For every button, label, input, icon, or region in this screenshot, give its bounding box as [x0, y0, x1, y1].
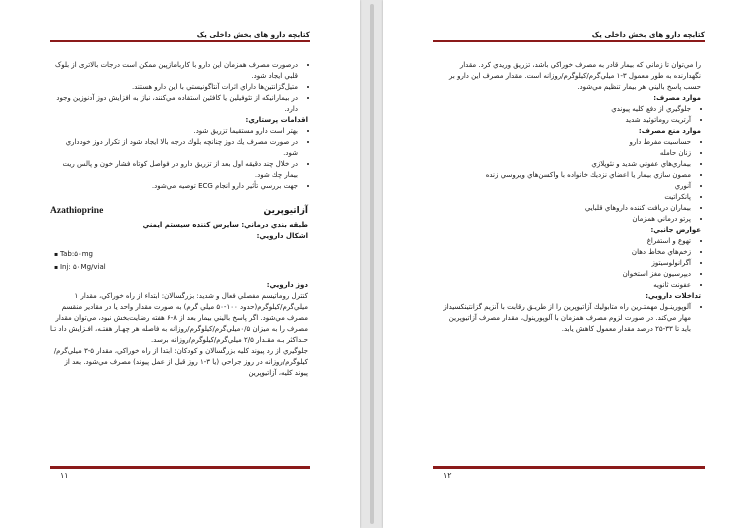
nursing-list: [50, 126, 308, 192]
list-item: • پرتو درماني همزمان: [441, 214, 691, 225]
page-body: [50, 60, 308, 379]
interactions-list: [441, 302, 701, 335]
header-rule: [433, 40, 705, 42]
list-item: • عفونت ثانويه: [441, 280, 691, 291]
list-item: • زنان حامله: [441, 148, 691, 159]
list-item: • آگرانولوسيتوز: [441, 258, 691, 269]
list-item: • بهتر است دارو مستقيما تزريق شود.: [50, 126, 298, 137]
list-item: • بيماري‌هاي عفوني شديد و نئوپلازي: [441, 159, 691, 170]
forms-list: [54, 248, 308, 274]
transplant-paragraph: جلوگيري از رد پيوند كليه بزرگسالان و كودكان: ابتدا از راه خوراكي، مقدار ۵-۳ ميلي‌گرم/كيلوگرم/روزانه در روز جراحي (يا ۳-۱ روز قبل از عمل پيوند) مصرف مي‌شود. بعد از پيوند كليه، آزاتيوپرين: [53, 347, 308, 377]
list-item: • پانكراتيت: [441, 192, 691, 203]
interactions-heading: تداخلات دارويي:: [645, 292, 701, 300]
nursing-heading: اقدامات پرستاري:: [245, 116, 308, 124]
drug-name-english: Azathioprine: [50, 206, 104, 216]
intro-paragraph: را مي‌توان تا زماني كه بيمار قادر به مصرف خوراكي باشد، تزريق وريدي كرد. مقدار نگهدارنده به طور معمول ۳-۱ ميلي‌گرم/كيلوگرم/روزانه است. مقدار مصرف اين دارو بر حسب پاسخ باليني هر بيمار تنظيم مي‌شود.: [449, 61, 701, 91]
list-item: • مصون سازي بيمار يا اعضاي نزديك خانواده با واكسن‌هاي ويروسي زنده: [441, 170, 691, 181]
drug-name-persian: آزاتيوپرين: [263, 206, 308, 216]
list-item: • آلوپورينـول مهمتـرين راه متابوليك آزاتيوپرين را از طريـق رقابت با آنزيم گزانتينكسيداز مهار مي‌كند. در صورت لزوم مصرف همزمان با آلوپورينول، مقدار مصرف آزاتيوپرين بايد تا ۳۳-۲۵ درصد مقدار معمول كاهش يابد.: [441, 302, 691, 335]
header-rule: [50, 40, 310, 42]
footer-rule: [50, 466, 310, 469]
uses-list: [441, 104, 701, 126]
list-item: • ديپرسيون مغز استخوان: [441, 269, 691, 280]
uses-heading: موارد مصرف:: [653, 94, 701, 102]
scrollbar[interactable]: [370, 4, 374, 524]
drug-title-row: [50, 206, 308, 220]
footer-rule: [433, 466, 705, 469]
contraindications-heading: موارد منع مصرف:: [638, 127, 701, 135]
list-item: • بيماران دريافت كننده داروهاي قلبايي: [441, 203, 691, 214]
list-item: • در صورت مصرف يك دوز چنانچه بلوك درجه بالا ايجاد شود از تكرار دوز خودداري شود.: [50, 137, 298, 159]
dosage-paragraph: كنترل روماتيسم مفصلي فعال و شديد: بزرگسالان: ابتداء از راه خوراكي، مقدار ۱ ميلي‌گرم/كيلوگرم(حدود ۱۰۰-۵۰ ميلي گرم) به صورت مقدار واحد يا در مقادير منقسم مصرف مي‌شود. اگر پاسخ باليني بيمار بعد از ۸-۶ هفته رضايت‌بخش نبود، مي‌توان مقدار مصرف را به ميزان ۰/۵ميلي‌گرم/كيلوگرم/روزانه به فاصله هر چهـار هفتـه، افـزايش داد تـا حـداكثر بـه مقـدار ۲/۵ ميلي‌گرم/كيلوگرم/روزانه برسد.: [50, 292, 308, 344]
list-item: • درصورت مصرف همزمان این دارو با کاربامازپین ممکن است درجات بالاتری از بلوک قلبي ايجاد شود.: [50, 60, 298, 82]
list-item: • آرتريت روماتوئيد شديد: [441, 115, 691, 126]
list-item: • زخم‌هاي مخاط دهان: [441, 247, 691, 258]
running-header: کتابچه دارو های بخش داخلی یک: [196, 30, 310, 39]
form-item: ▪ Inj: ۵۰Mg/vial: [54, 261, 308, 274]
list-item: • حساسيت مفرط دارو: [441, 137, 691, 148]
page-11: [0, 0, 360, 528]
list-item: • جهت بررسي تأثير دارو انجام ECG توصيه مي‌شود.: [50, 181, 298, 192]
side-effects-heading: عوارض جانبي:: [650, 226, 701, 234]
forms-heading: اشكال دارويي:: [256, 232, 308, 240]
page-number: ۱۲: [443, 471, 452, 480]
list-item: • در خلال چند دقيقه اول بعد از تزريق دارو در فواصل كوتاه فشار خون و پالس ريت بيمار چك شود.: [50, 159, 298, 181]
interaction-bullets: [50, 60, 308, 115]
page-number: ۱۱: [60, 471, 69, 480]
therapeutic-class: طبقه بندي درماني: سايرس كننده سيستم ايمني: [142, 221, 308, 229]
list-item: • متيل‌گزانتين‌ها داراي اثرات آنتاگونيستي با اين دارو هستند.: [50, 82, 298, 93]
list-item: • آنوري: [441, 181, 691, 192]
running-header: کتابچه دارو های بخش داخلی یک: [591, 30, 705, 39]
side-effects-list: [441, 236, 701, 291]
contraindications-list: [441, 137, 701, 225]
dosage-heading: دوز دارويي:: [266, 281, 308, 289]
page-body: [441, 60, 701, 335]
list-item: • تهوع و استفراغ: [441, 236, 691, 247]
list-item: • در بيمارانيكه از تئوفيلين يا كافئين استفاده مي‌كنند، نياز به افزايش دوز آدنوزين وجود دارد.: [50, 93, 298, 115]
page-12: [383, 0, 755, 528]
form-item: ▪ Tab:۵۰mg: [54, 248, 308, 261]
list-item: • جلوگيري از دفع كليه پيوندي: [441, 104, 691, 115]
